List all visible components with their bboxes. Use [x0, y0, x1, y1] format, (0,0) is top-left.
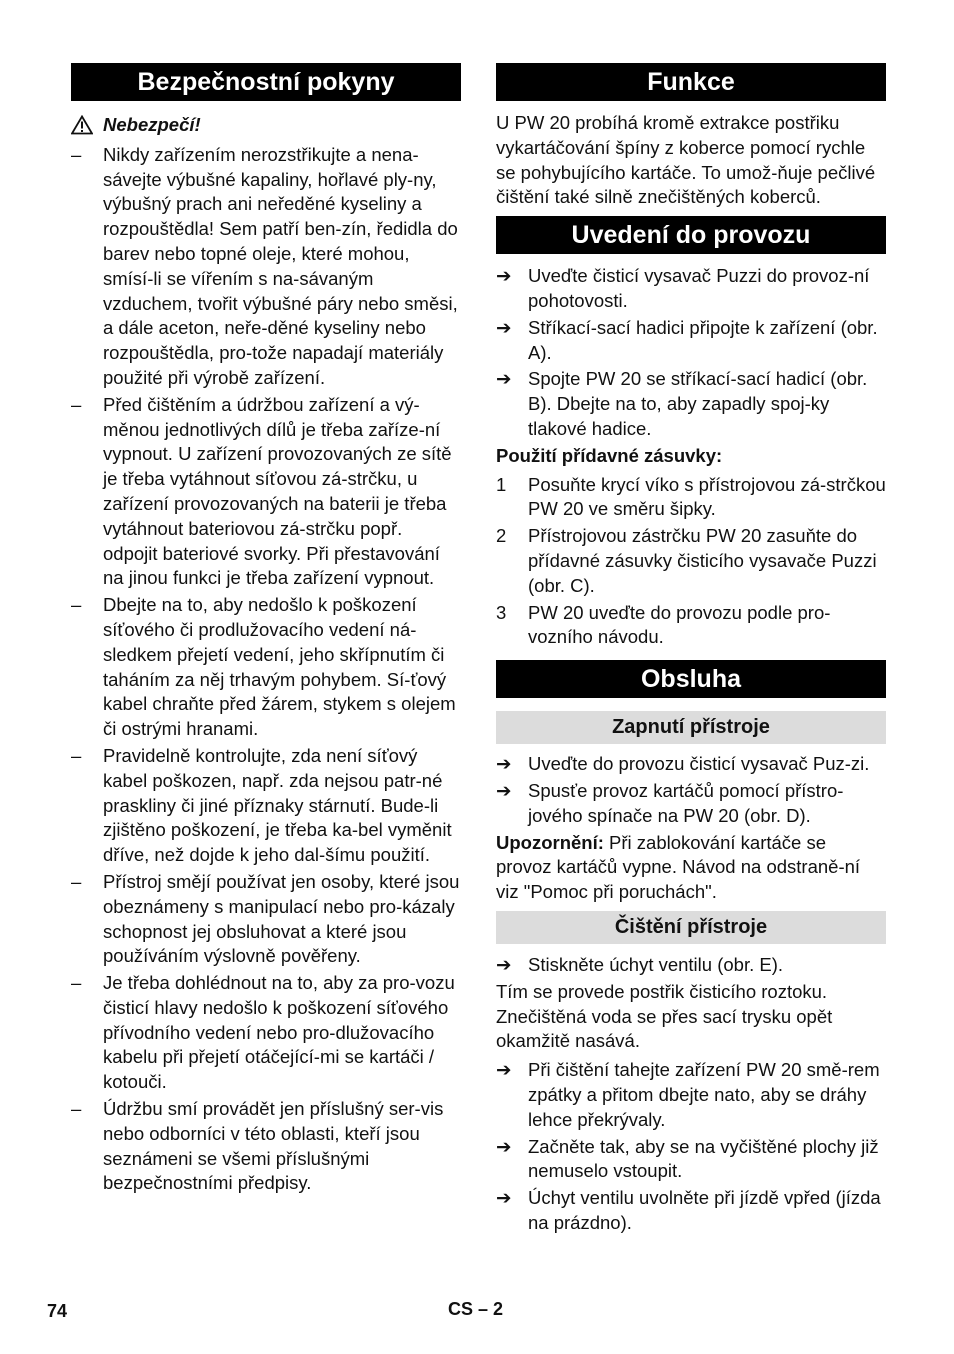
list-item: [71, 744, 461, 868]
arrow-icon: ➔: [496, 368, 512, 390]
subsection-title-zapnuti: Zapnutí přístroje: [496, 711, 886, 744]
list-item: [71, 593, 461, 742]
list-item-text: Úchyt ventilu uvolněte při jízdě vpřed (jízda na prázdno).: [528, 1187, 881, 1233]
funkce-text: U PW 20 probíhá kromě extrakce postřiku vykartáčování špíny z koberce pomocí rychle se pohybujícího kartáče. To umož-ňuje pečlivé čištění také silně znečištěných koberců.: [496, 112, 876, 208]
list-item: [496, 473, 886, 523]
list-item-text: Posuňte krycí víko s přístrojovou zá-strčkou PW 20 ve směru šipky.: [528, 473, 886, 520]
list-item-text: Při čištění tahejte zařízení PW 20 smě-rem zpátky a přitom dbejte nato, aby se dráhy lehce překrývaly.: [528, 1059, 880, 1130]
danger-label: Nebezpečí!: [103, 114, 201, 135]
arrow-icon: ➔: [496, 316, 512, 338]
list-item: [496, 264, 886, 314]
dash-bullet: –: [71, 1098, 82, 1120]
list-item-text: Dbejte na to, aby nedošlo k poškození síťového či prodlužovacího vedení ná-sledkem přejetí vedení, jeho skřípnutím či taháním za něj trhavým pohybem. Sí-ťový kabel chraňte před žárem, stykem s olejem či ostrými hranami.: [103, 594, 456, 740]
sub-label-zasuvka: Použití přídavné zásuvky:: [496, 444, 723, 466]
list-item-text: Nikdy zařízením nerozstřikujte a nena-sávejte výbušné kapaliny, hořlavé ply-ny, výbušný prach ani neředěné kyseliny a rozpouštědla! Sem patří ben-zín, ředidla do barev nebo topné oleje, které mohou, smísí-li se vířením s na-sávaným vzduchem, tvořit výbušné páry nebo směsi, a dále aceton, neře-děné kyseliny nebo rozpouštědla, pro-tože napadají materiály použité při výrobě zařízení.: [103, 143, 458, 388]
left-column: [71, 63, 461, 1198]
arrow-icon: ➔: [496, 1187, 512, 1209]
list-item: [496, 524, 886, 598]
list-item-text: Začněte tak, aby se na vyčištěné plochy již nemuselo vstoupit.: [528, 1135, 879, 1182]
safety-list: [71, 143, 461, 1196]
section-title-uvedeni: Uvedení do provozu: [496, 216, 886, 254]
warning-triangle-icon: [71, 115, 93, 135]
right-column: [496, 63, 886, 1238]
note-text: Při zablokování kartáče se provoz kartáčů vypne. Návod na odstraně-ní viz "Pomoc při poruchách".: [496, 831, 861, 903]
arrow-icon: ➔: [496, 753, 512, 775]
list-item: [71, 143, 461, 391]
dash-bullet: –: [71, 972, 82, 994]
arrow-icon: ➔: [496, 779, 512, 801]
list-item: [496, 367, 886, 441]
arrow-icon: ➔: [496, 953, 512, 975]
list-item-text: Pravidelně kontrolujte, zda není síťový kabel poškozen, např. zda nejsou patr-né praskliny či jiné příznaky stárnutí. Bude-li zjištěno poškození, je třeba ka-bel vyměnit dříve, než dojde k jeho dal-šímu použití.: [103, 744, 452, 866]
zapnuti-steps: [496, 752, 886, 828]
list-item-text: Před čištěním a údržbou zařízení a vý-měnou jednotlivých dílů je třeba zaříze-ní vypnout. U zařízení provozovaných ze sítě je třeba vytáhnout síťovou zá-strčku, u zařízení provozovaných na baterii je třeba vytáhnout bateriovou zá-strčku popř. odpojit bateriové svorky. Při přestavování na jinou funkci je třeba zařízení vypnout.: [103, 393, 452, 589]
list-item-text: Přístrojovou zástrčku PW 20 zasuňte do přídavné zásuvky čisticího vysavače Puzzi (obr. C).: [528, 525, 877, 596]
section-title-obsluha: Obsluha: [496, 660, 886, 698]
list-item: [496, 779, 886, 829]
arrow-icon: ➔: [496, 1059, 512, 1081]
list-item: [496, 752, 886, 777]
list-item-text: Spojte PW 20 se stříkací-sací hadicí (obr. B). Dbejte na to, aby zapadly spoj-ky tlakové hadice.: [528, 368, 868, 439]
arrow-icon: ➔: [496, 1135, 512, 1157]
cisteni-steps: [496, 1058, 886, 1236]
section-title-funkce: Funkce: [496, 63, 886, 101]
list-item-text: Stříkací-sací hadici připojte k zařízení (obr. A).: [528, 316, 878, 363]
list-item: [496, 1135, 886, 1185]
step-number: 3: [496, 601, 507, 623]
cisteni-paragraph: Tím se provede postřik čisticího roztoku. Znečištěná voda se přes sací trysku opět okamžitě nasává.: [496, 980, 833, 1052]
list-item-text: Uveďte čisticí vysavač Puzzi do provoz-ní pohotovosti.: [528, 265, 870, 311]
dash-bullet: –: [71, 594, 82, 616]
list-item: [496, 953, 886, 978]
uvedeni-numbered: [496, 473, 886, 651]
list-item: [71, 393, 461, 591]
language-code: CS – 2: [448, 1299, 504, 1319]
list-item: [71, 870, 461, 969]
arrow-icon: ➔: [496, 265, 512, 287]
list-item-text: Přístroj smějí používat jen osoby, které jsou obeznámeny s manipulací nebo pro-kázaly schopnost jej obsluhovat a které jsou používáním výslovně pověřeny.: [103, 870, 460, 967]
list-item-text: Spusťe provoz kartáčů pomocí přístro-jového spínače na PW 20 (obr. D).: [528, 779, 844, 826]
list-item-text: PW 20 uveďte do provozu podle pro-vozního návodu.: [528, 601, 831, 648]
list-item-text: Uveďte do provozu čisticí vysavač Puz-zi.: [528, 753, 870, 775]
note-paragraph: [496, 831, 886, 905]
section-title-safety: Bezpečnostní pokyny: [71, 63, 461, 101]
dash-bullet: –: [71, 143, 82, 165]
list-item: [71, 971, 461, 1095]
list-item: [496, 1186, 886, 1236]
dash-bullet: –: [71, 870, 82, 892]
list-item-text: Je třeba dohlédnout na to, aby za pro-vozu čisticí hlavy nedošlo k poškození síťového přívodního vedení nebo pro-dlužovacího kabelu při přejetí otáčející-mi se kartáči / kotouči.: [103, 972, 455, 1093]
list-item: [71, 1097, 461, 1196]
dash-bullet: –: [71, 744, 82, 766]
list-item-text: Údržbu smí provádět jen příslušný ser-vis nebo odborníci v této oblasti, kteří jsou seznámeni se všemi příslušnými bezpečnostními předpisy.: [103, 1098, 444, 1194]
page-number: 74: [47, 1301, 68, 1321]
subsection-title-cisteni: Čištění přístroje: [496, 911, 886, 944]
step-number: 1: [496, 473, 507, 495]
list-item: [496, 1058, 886, 1132]
uvedeni-steps: [496, 264, 886, 442]
note-label: Upozornění:: [496, 831, 604, 853]
list-item: [496, 601, 886, 651]
danger-warning: [71, 113, 461, 138]
step-number: 2: [496, 525, 507, 547]
dash-bullet: –: [71, 393, 82, 415]
cisteni-step-text: Stiskněte úchyt ventilu (obr. E).: [528, 953, 784, 975]
list-item: [496, 316, 886, 366]
